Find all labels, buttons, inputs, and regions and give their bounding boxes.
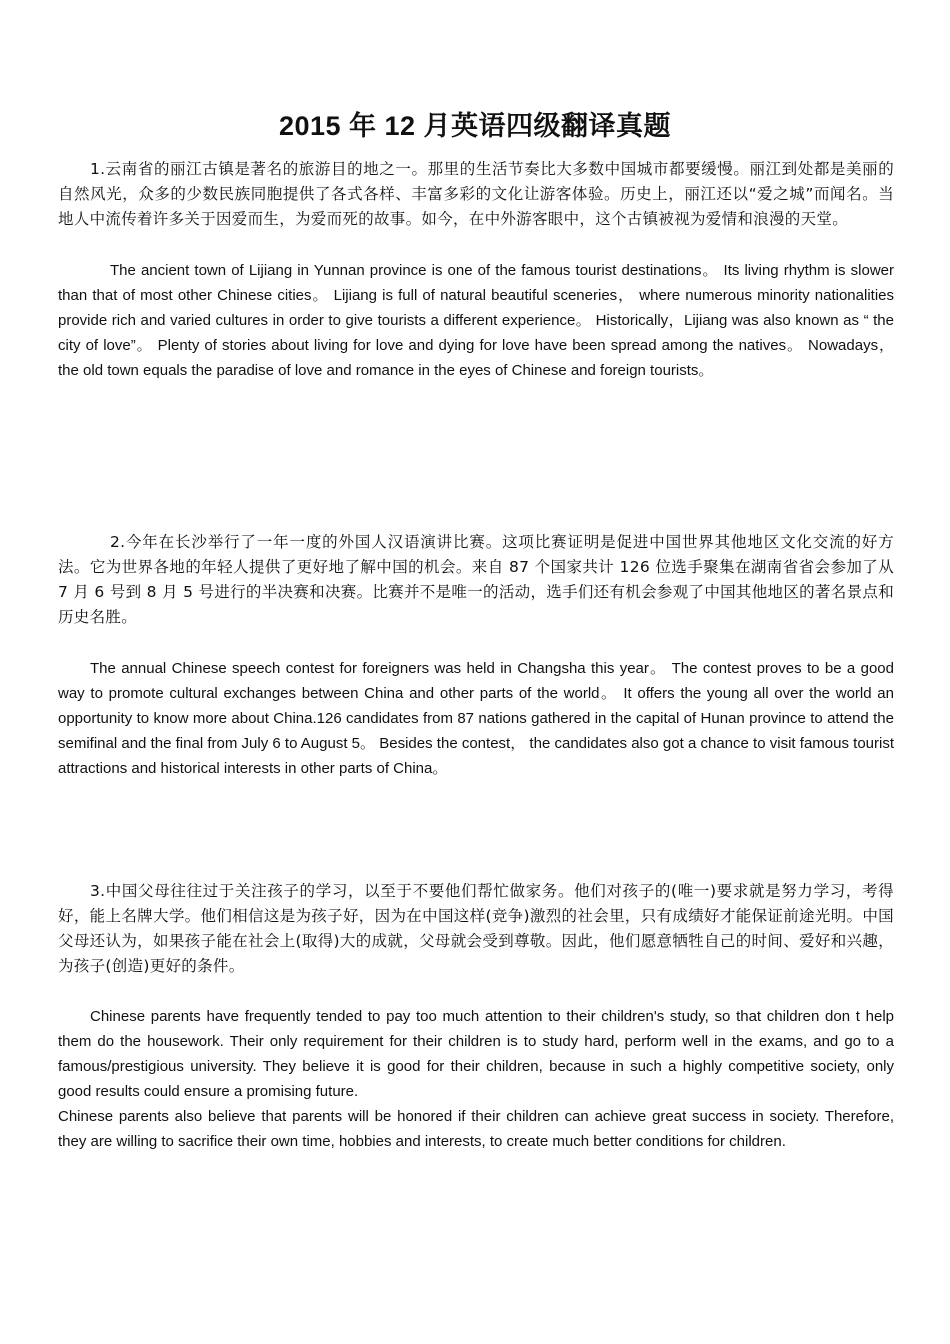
section-1-english <box>58 258 894 383</box>
section-1-chinese-text: 1.云南省的丽江古镇是著名的旅游目的地之一。那里的生活节奏比大多数中国城市都要缓慢。丽江到处都是美丽的自然风光，众多的少数民族同胞提供了各式各样、丰富多彩的文化让游客体验。历史上，丽江还以“爱之城”而闻名。当地人中流传着许多关于因爱而生，为爱而死的故事。如今，在中外游客眼中，这个古镇被视为爱情和浪漫的天堂。 <box>58 160 894 228</box>
section-3-english-text: Chinese parents have frequently tended to pay too much attention to their children's study, so that children don t help them do the housework. Their only requirement for their children is to study hard, perform well in the exams, and go to a famous/prestigious university. They believe it is good for their children, because in such a highly competitive society, only good results could ensure a promising future. <box>58 1008 894 1100</box>
section-2-english-text: The annual Chinese speech contest for foreigners was held in Changsha this year。 The contest proves to be a good way to promote cultural exchanges between China and other parts of the world。 It offers the young all over the world an opportunity to know more about China.126 candidates from 87 nations gathered in the capital of Hunan province to attend the semifinal and the final from July 6 to August 5。 Besides the contest， the candidates also got a chance to visit famous tourist attractions and historical interests in other parts of China。 <box>58 660 894 777</box>
section-3-english-text-2: Chinese parents also believe that parents will be honored if their children can achieve great success in society. Therefore, they are willing to sacrifice their own time, hobbies and interests, to create much better conditions for children. <box>58 1108 894 1150</box>
section-2-chinese <box>58 530 894 630</box>
section-2-chinese-text: 2.今年在长沙举行了一年一度的外国人汉语演讲比赛。这项比赛证明是促进中国世界其他地区文化交流的好方法。它为世界各地的年轻人提供了更好地了解中国的机会。来自 87 个国家共计 126 位选手聚集在湖南省省会参加了从 7 月 6 号到 8 月 5 号进行的半决赛和决赛。比赛并不是唯一的活动，选手们还有机会参观了中国其他地区的著名景点和历史名胜。 <box>58 533 894 626</box>
section-1-english-text: The ancient town of Lijiang in Yunnan province is one of the famous tourist destinations。 Its living rhythm is slower than that of most other Chinese cities。 Lijiang is full of natural beautiful sceneries， where numerous minority nationalities provide rich and varied cultures in order to give tourists a different experience。 Historically，Lijiang was also known as “ the city of love”。 Plenty of stories about living for love and dying for love have been spread among the natives。 Nowadays， the old town equals the paradise of love and romance in the eyes of Chinese and foreign tourists。 <box>58 262 894 379</box>
document-title: 2015 年 12 月英语四级翻译真题 <box>278 111 672 141</box>
section-3-english <box>58 1004 894 1154</box>
section-3-chinese-text: 3.中国父母往往过于关注孩子的学习，以至于不要他们帮忙做家务。他们对孩子的(唯一)要求就是努力学习，考得好，能上名牌大学。他们相信这是为孩子好，因为在中国这样(竞争)激烈的社会里，只有成绩好才能保证前途光明。中国父母还认为，如果孩子能在社会上(取得)大的成就，父母就会受到尊敬。因此，他们愿意牺牲自己的时间、爱好和兴趣，为孩子(创造)更好的条件。 <box>58 882 894 975</box>
section-3-chinese <box>58 879 894 979</box>
section-1-chinese <box>58 157 894 232</box>
section-2-english <box>58 656 894 781</box>
